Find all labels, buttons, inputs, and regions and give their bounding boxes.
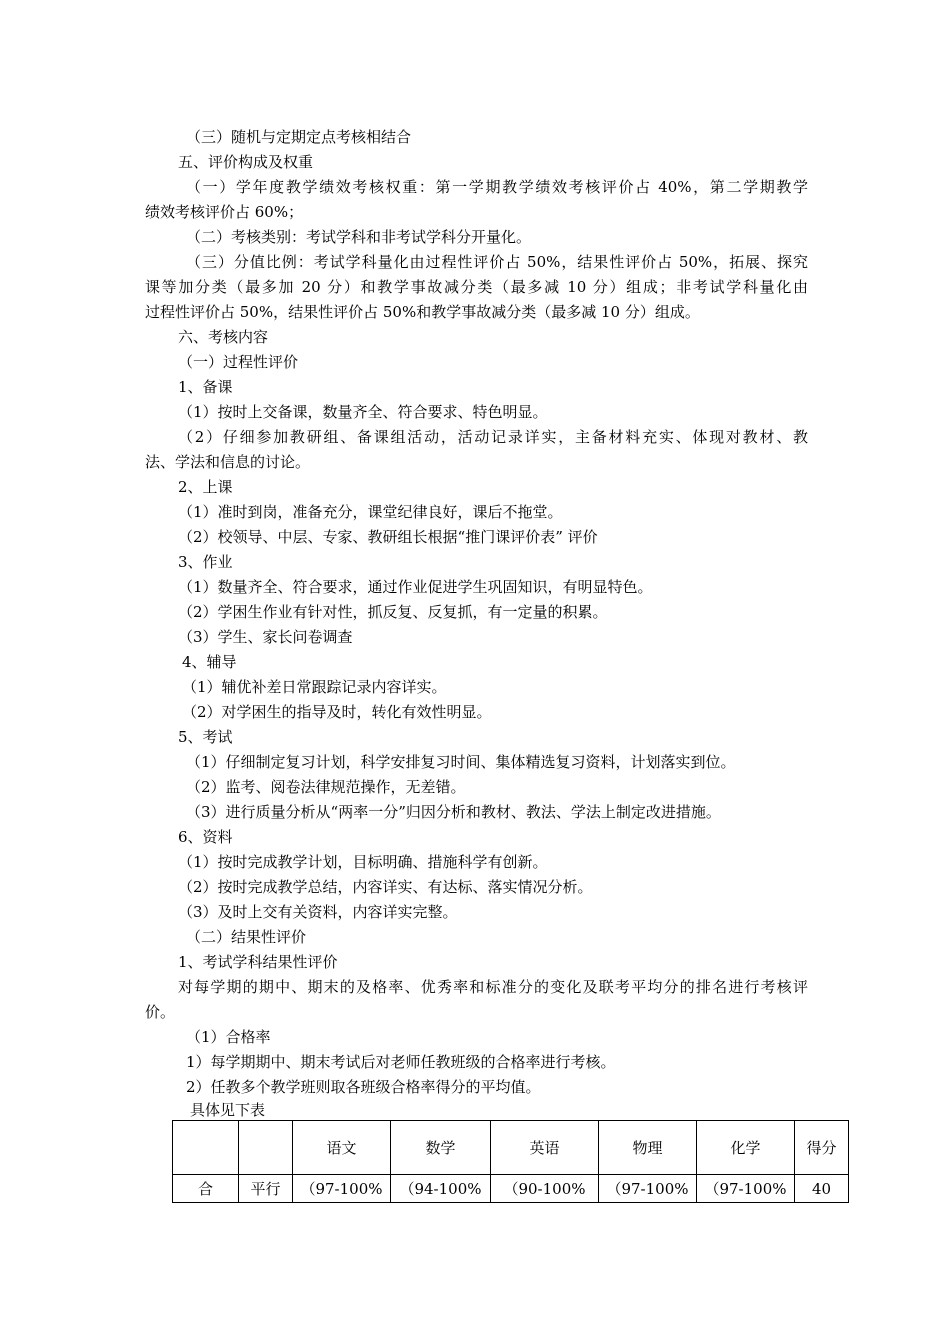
text-line: （1）准时到岗，准备充分，课堂纪律良好，课后不拖堂。: [178, 503, 563, 521]
section-heading: 五、评价构成及权重: [178, 153, 314, 171]
header-cell: [239, 1121, 293, 1175]
text-line: （1）按时上交备课，数量齐全、符合要求、特色明显。: [178, 403, 548, 421]
table-caption: 具体见下表: [190, 1101, 266, 1119]
text-line: 2）任教多个教学班则取各班级合格率得分的平均值。: [186, 1078, 541, 1096]
item-heading: 4、辅导: [182, 653, 237, 671]
text-line: （3）学生、家长问卷调查: [178, 628, 353, 646]
table-cell: 合: [173, 1175, 239, 1203]
text-line: （2）监考、阅卷法律规范操作，无差错。: [186, 778, 466, 796]
table-cell: 40: [795, 1175, 849, 1203]
header-cell-math: 数学: [391, 1121, 491, 1175]
header-cell-physics: 物理: [599, 1121, 697, 1175]
table-cell: 平行: [239, 1175, 293, 1203]
text-line: 1）每学期期中、期末考试后对老师任教班级的合格率进行考核。: [186, 1053, 616, 1071]
text-line: （2）对学困生的指导及时，转化有效性明显。: [182, 703, 492, 721]
header-cell-english: 英语: [491, 1121, 599, 1175]
text-line: （3）及时上交有关资料，内容详实完整。: [178, 903, 458, 921]
table-cell: （97-100%: [599, 1175, 697, 1203]
item-heading: 5、考试: [178, 728, 233, 746]
table-header-row: [173, 1121, 849, 1175]
text-line: （2）按时完成教学总结，内容详实、有达标、落实情况分析。: [178, 878, 593, 896]
text-line: 绩效考核评价占 60%；: [145, 203, 304, 221]
text-line: （1）按时完成教学计划，目标明确、措施科学有创新。: [178, 853, 548, 871]
table-cell: （90-100%: [491, 1175, 599, 1203]
header-cell-score: 得分: [795, 1121, 849, 1175]
text-line: （2）校领导、中层、专家、教研组长根据“推门课评价表” 评价: [178, 528, 598, 546]
header-cell-chinese: 语文: [293, 1121, 391, 1175]
section-heading: 六、考核内容: [178, 328, 269, 346]
text-line: 价。: [145, 1003, 176, 1021]
item-heading: 6、资料: [178, 828, 233, 846]
subsection-heading: （一）过程性评价: [178, 353, 299, 371]
text-line: 对每学期的期中、期末的及格率、优秀率和标准分的变化及联考平均分的排名进行考核评: [178, 978, 808, 996]
text-line: （1）数量齐全、符合要求，通过作业促进学生巩固知识，有明显特色。: [178, 578, 653, 596]
pass-rate-table: [172, 1120, 849, 1203]
text-line: （3）进行质量分析从“两率一分”归因分析和教材、教法、学法上制定改进措施。: [186, 803, 721, 821]
table-cell: （97-100%: [293, 1175, 391, 1203]
header-cell-chemistry: 化学: [697, 1121, 795, 1175]
subsection-heading: （二）结果性评价: [186, 928, 307, 946]
text-line: （2）仔细参加教研组、备课组活动，活动记录详实，主备材料充实、体现对教材、教: [178, 428, 808, 446]
table-cell: （94-100%: [391, 1175, 491, 1203]
item-heading: 3、作业: [178, 553, 233, 571]
table-row: [173, 1175, 849, 1203]
text-line: 课等加分类（最多加 20 分）和教学事故减分类（最多减 10 分）组成；非考试学科量化由: [145, 278, 808, 296]
text-line: （1）辅优补差日常跟踪记录内容详实。: [182, 678, 447, 696]
text-line: 过程性评价占 50%，结果性评价占 50%和教学事故减分类（最多减 10 分）组成。: [145, 303, 700, 321]
table-cell: （97-100%: [697, 1175, 795, 1203]
text-line: 法、学法和信息的讨论。: [145, 453, 311, 471]
item-heading: 2、上课: [178, 478, 233, 496]
item-heading: 1、考试学科结果性评价: [178, 953, 338, 971]
text-line: （二）考核类别：考试学科和非考试学科分开量化。: [186, 228, 532, 246]
text-line: （三）分值比例：考试学科量化由过程性评价占 50%，结果性评价占 50%，拓展、探究: [186, 253, 808, 271]
text-line: （2）学困生作业有针对性，抓反复、反复抓，有一定量的积累。: [178, 603, 608, 621]
text-line: （一）学年度教学绩效考核权重：第一学期教学绩效考核评价占 40%，第二学期教学: [186, 178, 808, 196]
text-line: （1）仔细制定复习计划，科学安排复习时间、集体精选复习资料，计划落实到位。: [186, 753, 736, 771]
header-cell: [173, 1121, 239, 1175]
item-heading: 1、备课: [178, 378, 233, 396]
text-line: （三）随机与定期定点考核相结合: [186, 128, 412, 146]
text-line: （1）合格率: [186, 1028, 271, 1046]
